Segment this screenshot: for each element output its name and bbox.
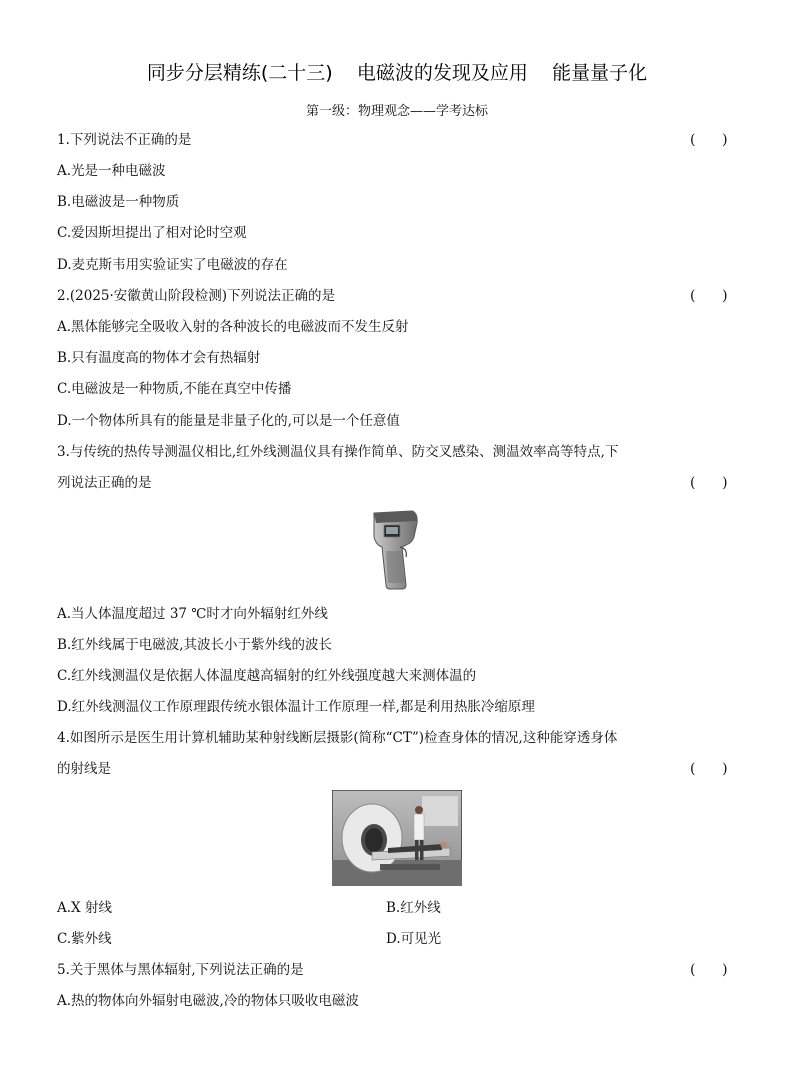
q3-option-a: A.当人体温度超过 37 ℃时才向外辐射红外线 (57, 606, 328, 622)
q3-option-c: C.红外线测温仪是依据人体温度越高辐射的红外线强度越大来测体温的 (57, 668, 477, 684)
q2-option-b: B.只有温度高的物体才会有热辐射 (57, 350, 261, 366)
q5-stem: 5.关于黑体与黑体辐射,下列说法正确的是 (57, 962, 304, 978)
q3-stem-line2: 列说法正确的是 (57, 475, 152, 491)
ct-scanner-photo (332, 790, 462, 886)
section-heading: 第一级：物理观念——学考达标 (305, 104, 488, 119)
q4-option-b: B.红外线 (386, 900, 441, 916)
q2-option-a: A.黑体能够完全吸收入射的各种波长的电磁波而不发生反射 (57, 319, 409, 335)
q2-option-c: C.电磁波是一种物质,不能在真空中传播 (57, 381, 292, 397)
q3-option-d: D.红外线测温仪工作原理跟传统水银体温计工作原理一样,都是利用热胀冷缩原理 (57, 699, 535, 715)
q4-answer-bracket: ( ) (690, 761, 728, 777)
q4-option-d: D.可见光 (386, 931, 442, 947)
q2-stem: 2.(2025·安徽黄山阶段检测)下列说法正确的是 (57, 288, 336, 304)
title-part-2: 电磁波的发现及应用 (356, 62, 528, 84)
q3-answer-bracket: ( ) (690, 475, 728, 491)
q3-option-b: B.红外线属于电磁波,其波长小于紫外线的波长 (57, 637, 333, 653)
q1-option-d: D.麦克斯韦用实验证实了电磁波的存在 (57, 257, 288, 273)
q4-option-a: A.X 射线 (57, 900, 112, 916)
q2-answer-bracket: ( ) (690, 288, 728, 304)
q4-stem-line2: 的射线是 (57, 761, 111, 777)
q2-option-d: D.一个物体所具有的能量是非量子化的,可以是一个任意值 (57, 413, 400, 429)
q3-stem-line1: 3.与传统的热传导测温仪相比,红外线测温仪具有操作简单、防交叉感染、测温效率高等特点,下 (57, 444, 619, 460)
q1-stem: 1.下列说法不正确的是 (57, 132, 192, 148)
page-title (0, 58, 794, 85)
infrared-thermometer-image (368, 507, 422, 591)
title-part-1: 同步分层精练(二十三) (146, 62, 333, 84)
q5-option-a: A.热的物体向外辐射电磁波,冷的物体只吸收电磁波 (57, 993, 359, 1009)
q1-option-a: A.光是一种电磁波 (57, 163, 166, 179)
q4-stem-line1: 4.如图所示是医生用计算机辅助某种射线断层摄影(简称“CT”)检查身体的情况,这种能穿透身体 (57, 730, 618, 746)
q5-answer-bracket: ( ) (690, 962, 728, 978)
q1-answer-bracket: ( ) (690, 132, 728, 148)
q1-option-b: B.电磁波是一种物质 (57, 194, 180, 210)
q1-option-c: C.爱因斯坦提出了相对论时空观 (57, 225, 247, 241)
q4-option-c: C.紫外线 (57, 931, 112, 947)
title-part-3: 能量量子化 (552, 62, 648, 84)
